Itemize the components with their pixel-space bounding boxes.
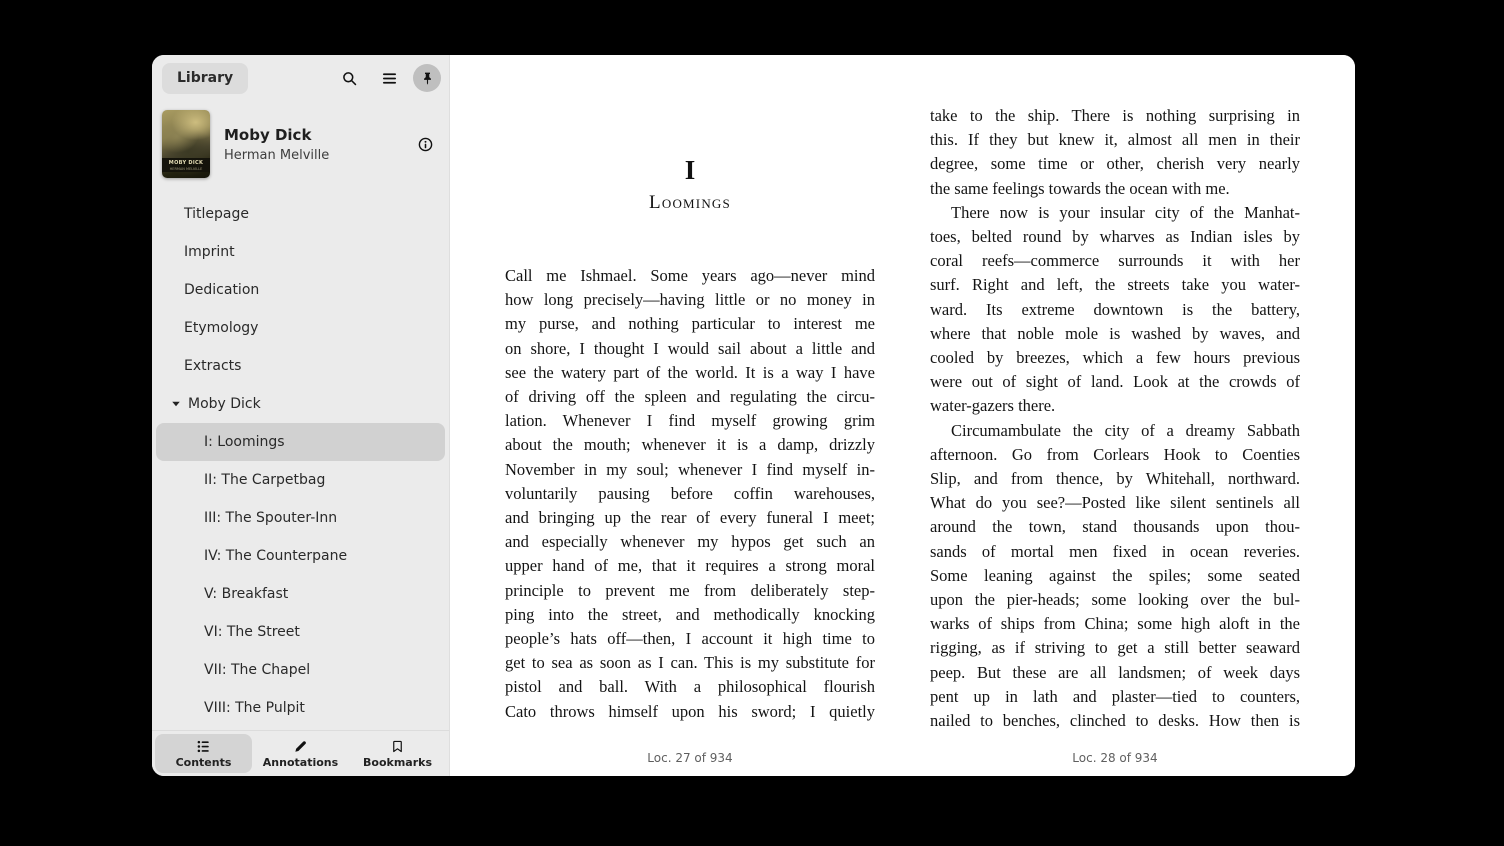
book-text-line: my purse, and nothing particular to interest me — [505, 314, 875, 334]
book-cover-thumbnail — [162, 110, 210, 178]
book-title: Moby Dick — [224, 125, 312, 144]
book-text-line: toes, belted round by wharves as Indian isles by — [930, 227, 1300, 247]
book-info-button[interactable] — [409, 128, 441, 160]
chapter-title: Loomings — [649, 192, 731, 213]
book-text-line: sands of mortal men fixed in ocean reveries. — [930, 541, 1300, 561]
reader-view[interactable] — [450, 55, 1355, 776]
book-text-line: on shore, I thought I would sail about a little and — [505, 338, 875, 358]
book-text-line: were out of sight of land. Look at the crowds of — [930, 372, 1300, 392]
book-text-line: afternoon. Go from Corlears Hook to Coenties — [930, 444, 1300, 464]
toc-item-label: Dedication — [184, 282, 260, 298]
toc-item-i-loomings[interactable] — [156, 423, 445, 461]
page-location-left: Loc. 27 of 934 — [647, 751, 733, 765]
toc-item-label: II: The Carpetbag — [204, 472, 326, 488]
book-text-line: pent up in lath and plaster—tied to counters, — [930, 686, 1300, 706]
pencil-icon — [293, 739, 308, 754]
tab-label: Annotations — [262, 755, 339, 769]
hamburger-menu-icon — [381, 70, 398, 87]
book-text-line: and bringing up the rear of every funeral I meet; — [505, 508, 875, 528]
sidebar — [152, 55, 450, 776]
page-location-right: Loc. 28 of 934 — [1072, 751, 1158, 765]
toc-item-label: Titlepage — [184, 206, 249, 222]
book-text-line: take to the ship. There is nothing surprising in — [930, 106, 1300, 125]
toc-item-label: Imprint — [184, 244, 235, 260]
tab-bookmarks[interactable] — [349, 734, 446, 773]
toc-item-extracts[interactable] — [156, 347, 445, 385]
tab-contents[interactable] — [155, 734, 252, 773]
toc-item-titlepage[interactable] — [156, 195, 445, 233]
book-cover-subtitle: HERMAN MELVILLE — [162, 167, 210, 173]
book-text-line: Slip, and from thence, by Whitehall, northward. — [930, 469, 1300, 489]
current-book-row[interactable] — [152, 101, 449, 187]
book-text-line: nailed to benches, clinched to desks. How then is — [930, 711, 1300, 731]
book-text-line: of driving off the spleen and regulating the circu- — [505, 387, 875, 407]
toc-item-label: VIII: The Pulpit — [204, 700, 305, 716]
book-text-line: peep. But these are all landsmen; of week days — [930, 662, 1300, 682]
toc-item-dedication[interactable] — [156, 271, 445, 309]
book-page-left — [505, 55, 875, 776]
book-text-line: Some leaning against the spiles; some seated — [930, 565, 1300, 585]
tab-label: Contents — [175, 755, 232, 769]
book-cover-band — [162, 158, 210, 172]
pushpin-icon — [420, 71, 435, 86]
book-text-line: surf. Right and left, the streets take you water- — [930, 275, 1300, 295]
toc-item-vi-the-street[interactable] — [156, 613, 445, 651]
sidebar-bottom-tabs — [152, 730, 449, 776]
page-text — [505, 264, 875, 724]
book-text-line: cooled by breezes, which a few hours previous — [930, 348, 1300, 368]
search-icon — [341, 70, 358, 87]
book-text-line: where that noble mole is washed by waves, and — [930, 323, 1300, 343]
table-of-contents — [152, 195, 449, 730]
book-text-line: ward. Its extreme downtown is the battery, — [930, 299, 1300, 319]
book-text-line: Cato throws himself upon his sword; I quietly — [505, 701, 875, 721]
book-text-line: Circumambulate the city of a dreamy Sabbath — [951, 420, 1300, 440]
toc-item-moby-dick[interactable] — [156, 385, 445, 423]
chapter-number: I — [684, 155, 696, 185]
tab-annotations[interactable] — [252, 734, 349, 773]
book-text-line: warks of ships from China; some high aloft in the — [930, 614, 1300, 634]
book-text-line: water-gazers there. — [930, 396, 1056, 416]
info-icon — [417, 136, 434, 153]
book-text-line: see the watery part of the world. It is a way I have — [505, 362, 875, 382]
book-text-line: upon the pier-heads; some looking over the bul- — [930, 590, 1300, 610]
toc-item-label: VII: The Chapel — [204, 662, 311, 678]
book-text-line: pistol and ball. With a philosophical flourish — [505, 677, 875, 697]
chevron-down-icon[interactable] — [170, 398, 182, 410]
main-menu-button[interactable] — [373, 62, 405, 94]
book-text-line: people’s hats off—then, I account it high time to — [505, 629, 875, 649]
toc-item-label: Etymology — [184, 320, 259, 336]
book-text-line: coral reefs—commerce surrounds it with her — [930, 251, 1300, 271]
chapter-heading — [505, 155, 875, 214]
book-author: Herman Melville — [224, 147, 330, 163]
book-text-line: the same feelings towards the ocean with me. — [930, 178, 1230, 198]
toc-item-imprint[interactable] — [156, 233, 445, 271]
ebook-reader-window — [152, 55, 1355, 776]
toc-item-v-breakfast[interactable] — [156, 575, 445, 613]
toc-item-ii-the-carpetbag[interactable] — [156, 461, 445, 499]
tab-label: Bookmarks — [363, 755, 432, 769]
book-text-line: about the mouth; whenever it is a damp, drizzly — [505, 435, 875, 455]
toc-item-label: VI: The Street — [204, 624, 300, 640]
book-text-line: Call me Ishmael. Some years ago—never mind — [505, 266, 875, 285]
book-text-line: November in my soul; whenever I find myself in- — [505, 459, 875, 479]
toc-item-iv-the-counterpane[interactable] — [156, 537, 445, 575]
toc-item-label: III: The Spouter-Inn — [204, 510, 338, 526]
book-text-line: get to sea as soon as I can. This is my substitute for — [505, 653, 875, 673]
toc-item-vii-the-chapel[interactable] — [156, 651, 445, 689]
book-text-line: voluntarily pausing before coffin warehouses, — [505, 483, 875, 503]
book-text-line: this. If they but knew it, almost all men in their — [930, 130, 1300, 150]
book-text-line: around the town, stand thousands upon thou- — [930, 517, 1300, 537]
library-button[interactable]: Library — [162, 63, 248, 94]
book-text-line: principle to prevent me from deliberately step- — [505, 580, 875, 600]
bookmark-icon — [390, 739, 405, 754]
pin-sidebar-button[interactable] — [413, 64, 441, 92]
sidebar-header — [152, 55, 449, 101]
contents-list-icon — [196, 739, 211, 754]
toc-item-label: Extracts — [184, 358, 242, 374]
book-text-line: rigging, as if striving to get a still better seaward — [930, 638, 1300, 658]
book-text-line: upper hand of me, that it requires a strong moral — [505, 556, 875, 576]
book-text-line: how long precisely—having little or no money in — [505, 290, 875, 310]
search-button[interactable] — [333, 62, 365, 94]
book-cover-title: MOBY DICK — [162, 158, 210, 167]
page-text — [930, 104, 1300, 733]
toc-item-etymology[interactable] — [156, 309, 445, 347]
book-text-line: What do you see?—Posted like silent sentinels all — [930, 493, 1300, 513]
toc-item-label: IV: The Counterpane — [204, 548, 348, 564]
toc-item-iii-the-spouter-inn[interactable] — [156, 499, 445, 537]
book-text-line: lation. Whenever I find myself growing grim — [505, 411, 875, 431]
book-meta — [210, 126, 409, 163]
book-text-line: and especially whenever my hypos get such an — [505, 532, 875, 552]
toc-item-label: Moby Dick — [188, 396, 261, 412]
book-text-line: ping into the street, and methodically knocking — [505, 604, 875, 624]
toc-item-label: I: Loomings — [204, 434, 285, 450]
book-text-line: degree, some time or other, cherish very nearly — [930, 154, 1300, 174]
toc-item-label: V: Breakfast — [204, 586, 289, 602]
book-page-right — [930, 55, 1300, 776]
book-text-line: There now is your insular city of the Manhat- — [951, 202, 1300, 222]
toc-item-viii-the-pulpit[interactable] — [156, 689, 445, 727]
